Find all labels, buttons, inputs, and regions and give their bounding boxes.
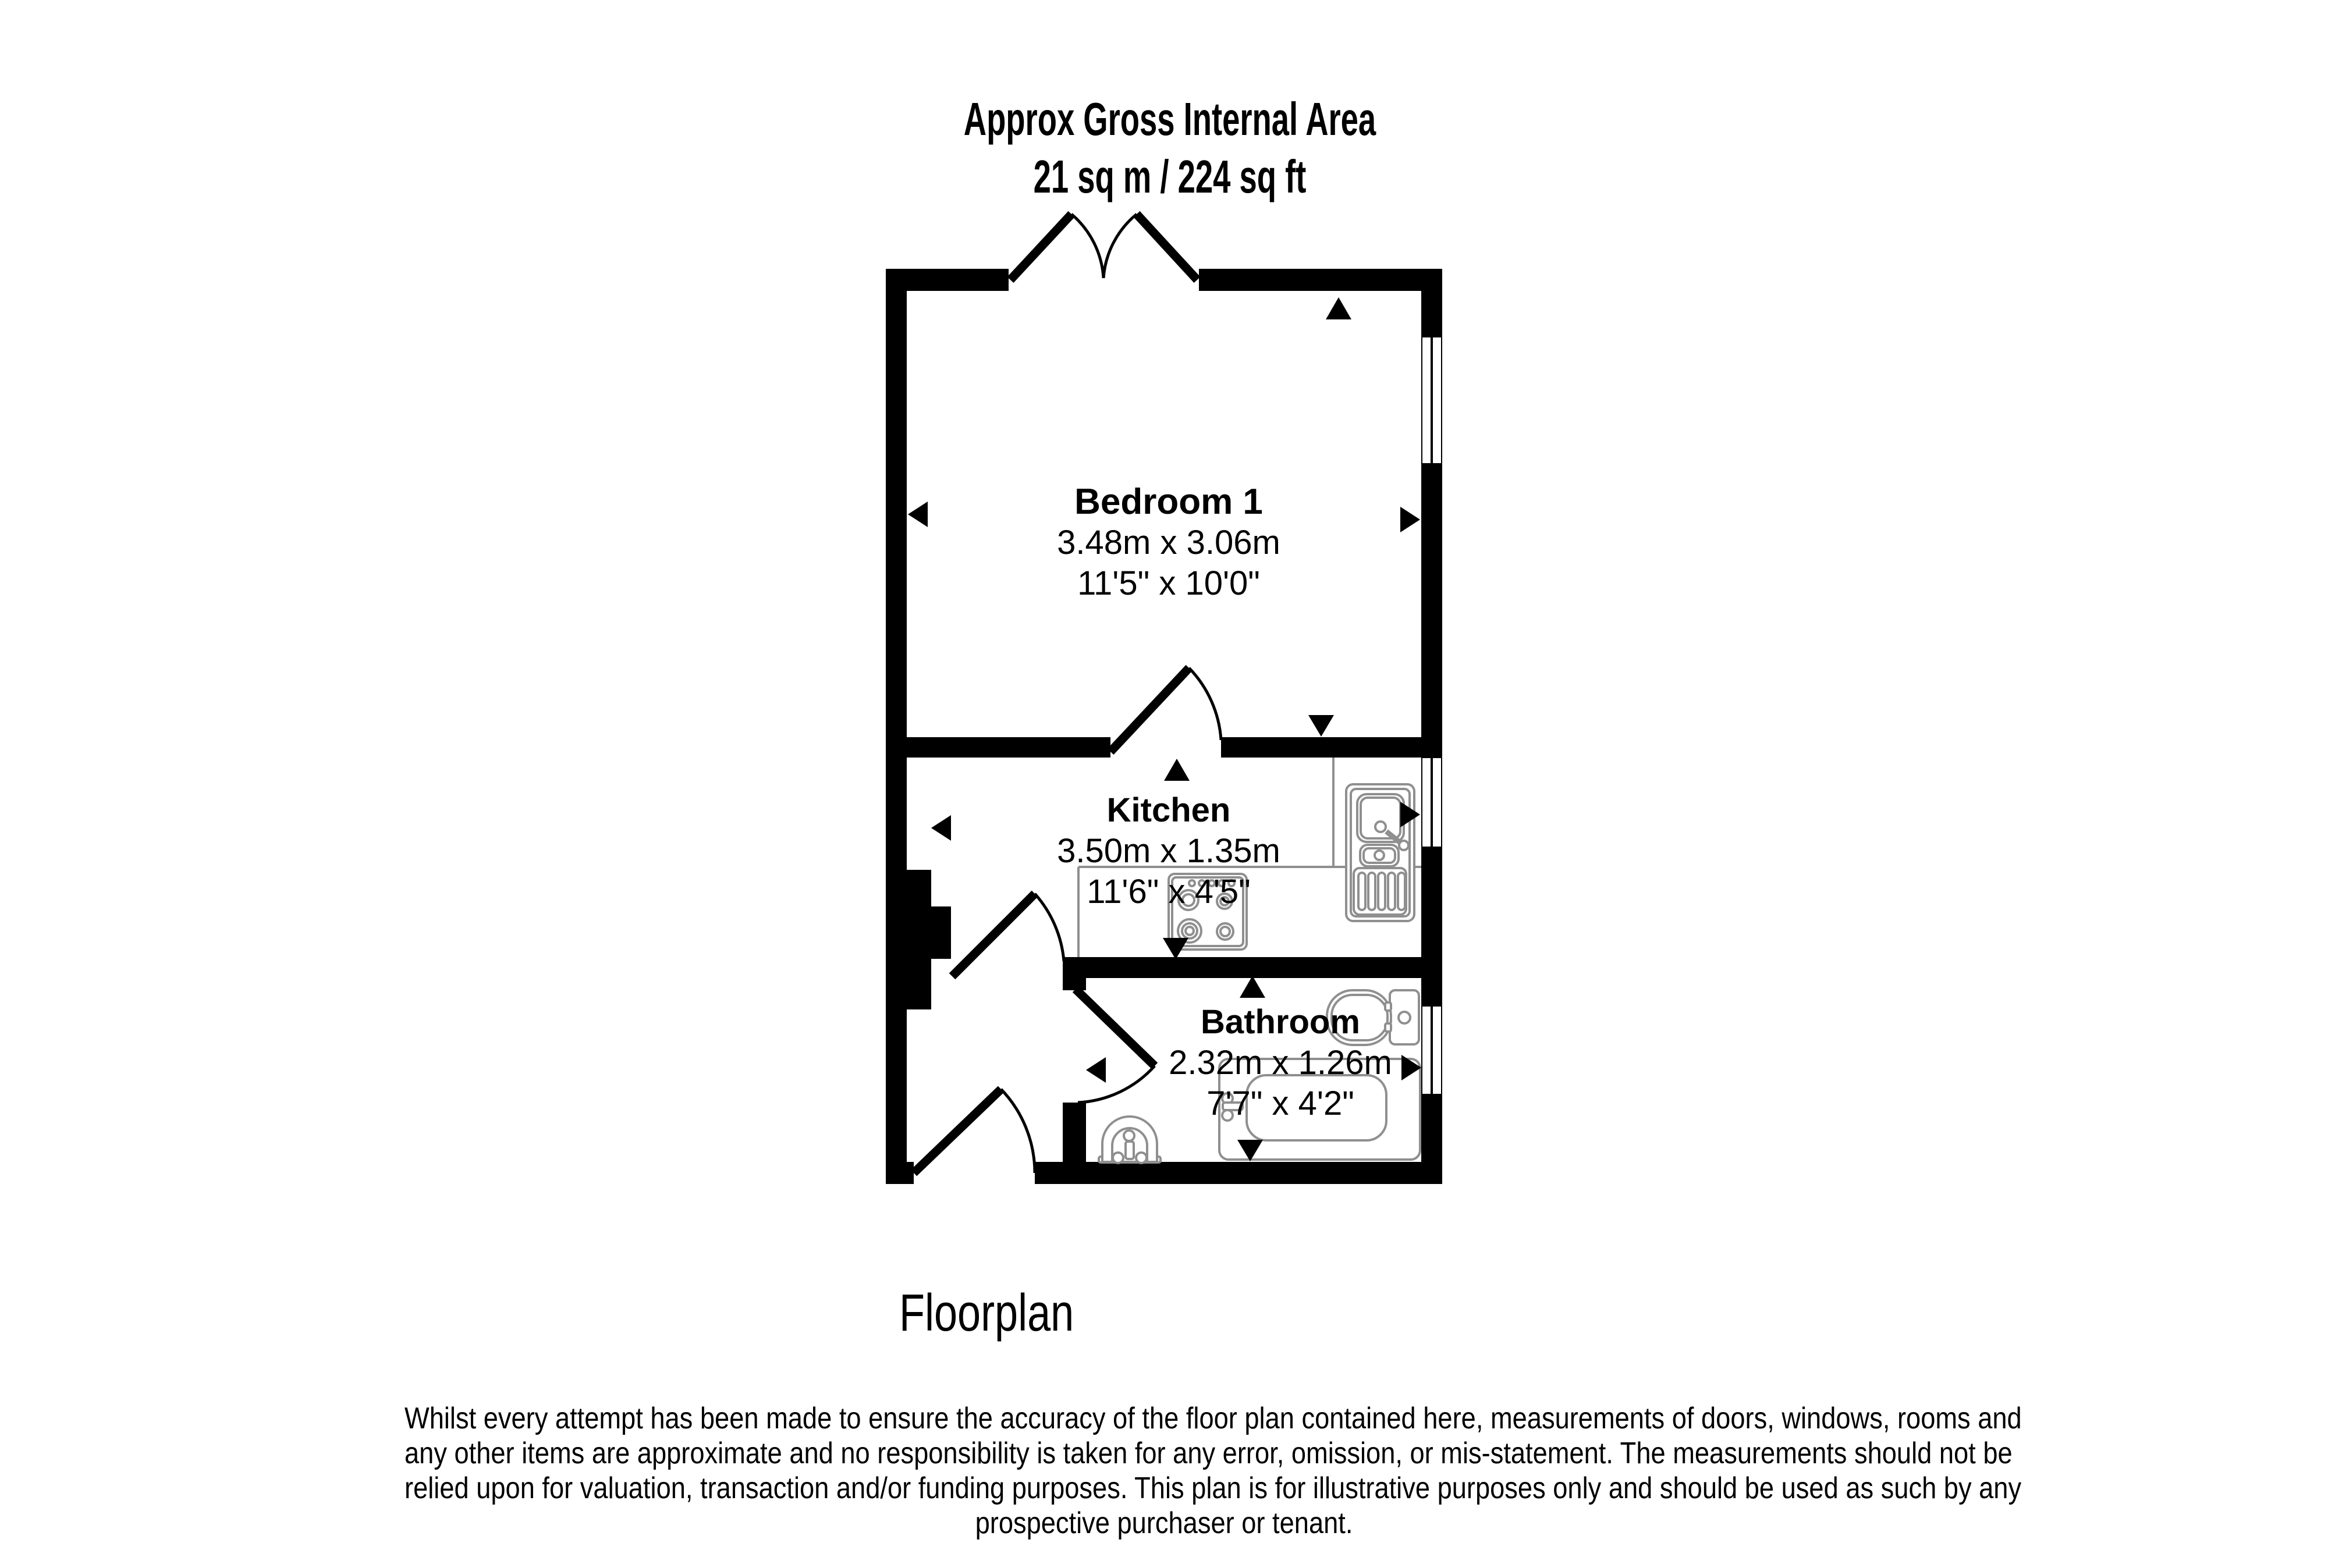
disclaimer-line-4: prospective purchaser or tenant. [975,1506,1353,1540]
room-label-bathroom [1106,1002,1455,1124]
bedroom-arrow-up-icon [1326,297,1351,319]
bathroom-metric-dimensions: 2.32m x 1.26m [1169,1044,1392,1082]
kitchen-window [1422,758,1441,847]
bedroom-name: Bedroom 1 [1074,482,1263,522]
wall-left-thick [906,870,931,1009]
area-header-value: 21 sq m / 224 sq ft [1033,151,1307,202]
kitchen-imperial-dimensions: 11'6" x 4'5" [1087,873,1251,911]
bedroom-arrow-left-icon [908,502,928,527]
bathroom-arrow-up-icon [1240,976,1265,998]
area-header-title: Approx Gross Internal Area [963,93,1376,145]
disclaimer-line-3: relied upon for valuation, transaction and/or funding purposes. This plan is for illustrative purposes only and should be used as such by any [404,1471,2022,1505]
entrance-door [914,1089,1035,1173]
disclaimer-line-2: any other items are approximate and no responsibility is taken for any error, omission, or mis-statement. The measurements should not be [404,1437,2013,1470]
bedroom-imperial-dimensions: 11'5" x 10'0" [1077,564,1260,602]
room-label-bedroom [994,482,1343,604]
bathroom-arrow-left-icon [1086,1057,1106,1083]
bedroom-metric-dimensions: 3.48m x 3.06m [1057,524,1280,561]
wall-bottom [1035,1162,1442,1184]
kitchen-name: Kitchen [1106,791,1231,829]
bedroom-door [1110,668,1221,752]
wall-left [886,269,907,1184]
area-header [821,90,1519,205]
wall-bathroom-column [1063,957,1086,990]
kitchen-arrow-left-icon [931,815,951,841]
wall-divider-bedroom-kitchen-right [1221,737,1421,758]
wall-top-right [1199,269,1442,291]
bedroom-arrow-right-icon [1400,507,1420,532]
room-label-kitchen [994,790,1343,912]
bedroom-window [1422,337,1441,463]
disclaimer-line-1: Whilst every attempt has been made to ensure the accuracy of the floor plan contained here, measurements of doors, windows, rooms and [404,1402,2022,1435]
bathroom-imperial-dimensions: 7'7" x 4'2" [1206,1085,1354,1122]
bathroom-name: Bathroom [1201,1003,1360,1041]
wall-bathroom-stub [1063,1103,1086,1162]
disclaimer [291,1401,2037,1541]
wall-divider-bedroom-kitchen-left [907,737,1110,758]
french-doors [1010,214,1197,280]
kitchen-metric-dimensions: 3.50m x 1.35m [1057,832,1280,870]
floorplan-caption: Floorplan [899,1284,1074,1342]
wall-divider-kitchen-bathroom [1063,957,1421,978]
wall-bottom-left-stub [886,1162,914,1184]
bedroom-arrow-down-icon [1308,715,1334,737]
kitchen-arrow-up-icon [1164,759,1190,781]
wall-kitchen-door-jamb [930,906,951,959]
